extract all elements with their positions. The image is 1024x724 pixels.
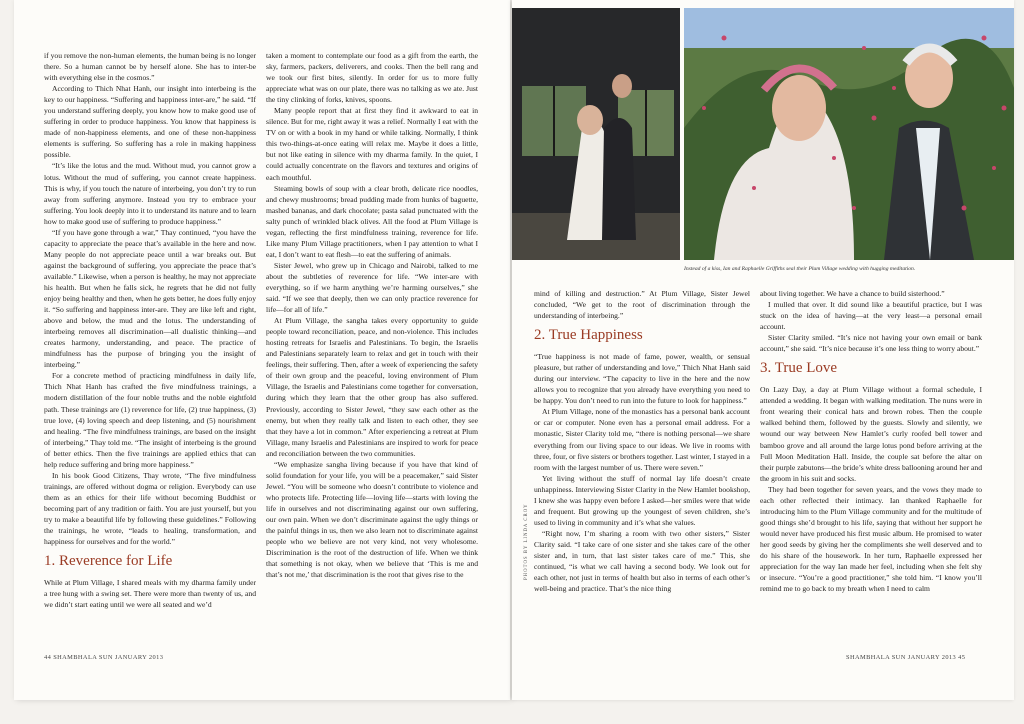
right-column-1 xyxy=(534,288,750,594)
paragraph: Sister Clarity smiled. “It’s nice not having your own email or bank account,” she said. “It’s nice because it’s one less thing to worry about.” xyxy=(760,333,982,354)
paragraph: “It’s like the lotus and the mud. Without mud, you cannot grow a lotus. Without the mud of suffering, you cannot create happiness. This is why, if you touch the nature of interbeing, you don’t try to run away from suffering anymore. Instead you try to embrace your suffering. You look deeply into it to understand its nature and to learn how to make good use of suffering to produce happiness.” xyxy=(44,161,256,226)
right-page xyxy=(512,0,1014,700)
page-footer-right: SHAMBHALA SUN JANUARY 2013 45 xyxy=(846,654,966,661)
paragraph: Yet living without the stuff of normal lay life doesn’t create unhappiness. Interviewing Sister Clarity in the New Hamlet bookshop, I knew she was happy even before I asked—her smiles were that wide and frequent. But growing up the youngest of seven children, she’s used to living in community and it’s what she values. xyxy=(534,473,750,527)
paragraph: According to Thich Nhat Hanh, our insight into interbeing is the key to our happiness. “Suffering and happiness inter-are,” he said. “If you understand suffering deeply, you know how to make good use of suffering in order to produce happiness. You know that happiness is made of non-happiness elements, and one of these non-happiness elements is suffering. So suffering has a role in making happiness possible. xyxy=(44,84,256,160)
paragraph: At Plum Village, none of the monastics has a personal bank account or car or computer. None even has a personal email address. For a monastic, Sister Clarity told me, “there is nothing personal—we share everything from our living space to our ideas. We live in rooms with three, four, or five sisters or brothers together. Last winter, I stayed in a room with the largest number of us. There were seven.” xyxy=(534,407,750,472)
paragraph: Sister Jewel, who grew up in Chicago and Nairobi, talked to me about the subtleties of reverence for life. “We inter-are with everything, so if we harm anything we’re harming ourselves,” she said. “If we see that deeply, then we can only practice reverence for life—for all of life.” xyxy=(266,260,478,315)
paragraph: “If you have gone through a war,” Thay continued, “you have the capacity to appreciate the peace that’s available in the here and now. Many people do not appreciate peace until a war breaks out. But against the background of suffering, you appreciate the peace that’s available.” Likewise, when a person is healthy, he may not appreciate his health. But when he falls sick, he regrets that he did not fully enjoy being healthy and then, when he gets better, he does fully enjoy it. “So suffering and happiness inter-are. They are like left and right, above and below, the mud and the lotus. The understanding of interbeing removes all discrimination—all dualistic thinking—and creates harmony, understanding, and peace. The practice of mindfulness has the purpose of bringing you the insight of interbeing.” xyxy=(44,227,256,370)
left-column-2 xyxy=(266,50,478,580)
petals-photo-illustration xyxy=(684,8,1014,260)
right-column-2 xyxy=(760,288,982,594)
left-column-1 xyxy=(44,50,256,610)
left-page xyxy=(14,0,510,700)
paragraph: taken a moment to contemplate our food as a gift from the earth, the sky, farmers, packers, deliverers, and cooks. Then the bell rang and we took our first bites, silently. In order for us to more fully appreciate what was on our plate, there was no talking as we ate. Just the tiny clinking of forks, knives, spoons. xyxy=(266,51,478,105)
paragraph: I mulled that over. It did sound like a beautiful practice, but I was stuck on the idea of having—at the very least—a personal email account. xyxy=(760,300,982,332)
paragraph: “Right now, I’m sharing a room with two other sisters,” Sister Clarity said. “I take care of one sister and she takes care of the other sister and, in turn, that last sister takes care of me.” This, she continued, “is what we call having a second body. We look out for each other, not just in terms of health but also in terms of each other’s well-being and practice. That’s the nice thing xyxy=(534,528,750,594)
hug-photo-illustration xyxy=(512,8,680,260)
section-heading-true-love: 3. True Love xyxy=(760,360,838,377)
paragraph: In his book Good Citizens, Thay wrote, “The five mindfulness trainings, are offered without dogma or religion. Everybody can use them as an ethics for their life without becoming Buddhist or becoming part of any tradition or faith. You are just yourself, but you try to make a beautiful life by following these guidelines.” Following the trainings, he wrote, “leads to healing, transformation, and happiness for ourselves and for the world.” xyxy=(44,470,256,547)
page-footer-left: 44 SHAMBHALA SUN JANUARY 2013 xyxy=(44,654,164,661)
wedding-petals-photo xyxy=(684,8,1014,260)
paragraph: “We emphasize sangha living because if you have that kind of solid foundation for your life, you will be a peacemaker,” said Sister Jewel. “You will be someone who doesn’t contribute to violence and who protects life. Protecting life—loving life—starts with loving the life in ourselves and not discriminating against our own suffering, our own pain. When we don’t discriminate against the ugly things or the painful things in us, then we also learn not to discriminate against people who we believe are not very kind, not very wholesome. Discrimination is the root of the destruction of life. When we think that something is not okay, when we believe that ‘This is me and that’s not me,’ that discrimination is the root that gives rise to the xyxy=(266,459,478,580)
wedding-hug-photo xyxy=(512,8,680,260)
paragraph: about living together. We have a chance to build sisterhood.” xyxy=(760,289,945,298)
paragraph: “True happiness is not made of fame, power, wealth, or sensual pleasure, but rather of understanding and love,” Thich Nhat Hanh said during our interview. “The capacity to live in the here and the now allows you to recognize that you already have everything you need to be happy. You don’t need to run into the future to look for happiness.” xyxy=(534,352,750,406)
paragraph: Many people report that at first they find it awkward to eat in silence. But for me, right away it was a relief. Normally I eat with the TV on or with a book in my hand or while talking. Normally, I think this two-things-at-once eating will relax me. Maybe it does a little, but not like eating in silence with my dharma family. In the quiet, I could actually concentrate on the flavors and textures and origins of each mouthful. xyxy=(266,106,478,182)
section-heading-true-happiness: 2. True Happiness xyxy=(534,327,643,344)
paragraph: Steaming bowls of soup with a clear broth, delicate rice noodles, and chewy mushrooms; bread pudding made from hunks of baguette, mashed bananas, and dark chocolate; pasta salad punctuated with the salty punch of wrinkled black olives. All the food at Plum Village is vegan, reflecting the first mindfulness training, reverence for life. Like many Plum Village practitioners, when I pay attention to what I eat, I don’t want to eat flesh—to eat the suffering of animals. xyxy=(266,183,478,259)
paragraph: For a concrete method of practicing mindfulness in daily life, Thich Nhat Hanh has crafted the five mindfulness trainings, a modern distillation of the four noble truths and the noble eightfold path. These trainings are (1) reverence for life, (2) true happiness, (3) true love, (4) loving speech and deep listening, and (5) nourishment and healing. “The five mindfulness trainings, are based on the insight of interbeing,” Thay told me. “The insight of interbeing is the ground of better ethics. Then the five trainings are applied ethics that can help reduce suffering and bring more happiness.” xyxy=(44,371,256,469)
photo-caption: Instead of a kiss, Ian and Raphaelle Griffiths seal their Plum Village wedding with hugging meditation. xyxy=(684,266,916,272)
paragraph: On Lazy Day, a day at Plum Village without a formal schedule, I attended a wedding. It began with walking meditation. The nuns were in front wearing their conical hats and brown robes. Then the couple walked behind them, followed by the guests. Slowly and silently, we wound our way between New Hamlet’s curly roofed bell tower and bamboo grove and all around the large lotus pond before arriving at the Full Moon Meditation Hall. Inside, the couple sat before the altar on their purple zabutons—the bride’s white dress ballooning around her and the groom in his suit and socks. xyxy=(760,385,982,483)
photo-credit: PHOTOS BY LINDA CROY xyxy=(524,503,529,580)
paragraph: At Plum Village, the sangha takes every opportunity to guide people toward reconciliation, peace, and non-violence. This includes hosting retreats for Israelis and Palestinians. To begin, the Israelis and Palestinians separately learn to relax and get in touch with their feelings, their suffering. Then, after a week of experiencing the safety of their own group and the peaceful, loving environment of Plum Village, the Israelis and Palestinians come together for conversation, during which they learn that the other group has also suffered. Previously, according to Sister Jewel, “they saw each other as the enemy, but when they really talk and listen to each other, they see that they have a lot in common.” After experiencing a retreat at Plum Village, many Israelis and Palestinians are inspired to work for peace and reconciliation between the two communities. xyxy=(266,316,478,458)
paragraph: While at Plum Village, I shared meals with my dharma family under a tree hung with a swing set. There were more than twenty of us, and we didn’t start eating until we were all seated and we’d xyxy=(44,578,256,610)
paragraph: They had been together for seven years, and the vows they made to each other reflected their intimacy. Ian thanked Raphaelle for introducing him to the Plum Village community and for the multitude of good things she’d brought to his life, saying that without her support he would never have produced his first music album. He promised to water her good seeds by giving her the compliments she well deserved and to do his share of the housework. In her turn, Raphaelle expressed her appreciation for the way Ian made her feel, including when she felt shy or insecure. “You’re a good practitioner,” she told him. “I know you’ll remind me to go back to my breath when I need to calm xyxy=(760,484,982,594)
paragraph: if you remove the non-human elements, the human being is no longer there. So a human cannot be by herself alone. She has to inter-be with everything else in the cosmos.” xyxy=(44,51,256,83)
section-heading-reverence: 1. Reverence for Life xyxy=(44,553,173,570)
paragraph: mind of killing and destruction.” At Plum Village, Sister Jewel concluded, “We get to the root of discrimination through the understanding of interbeing.” xyxy=(534,289,750,321)
